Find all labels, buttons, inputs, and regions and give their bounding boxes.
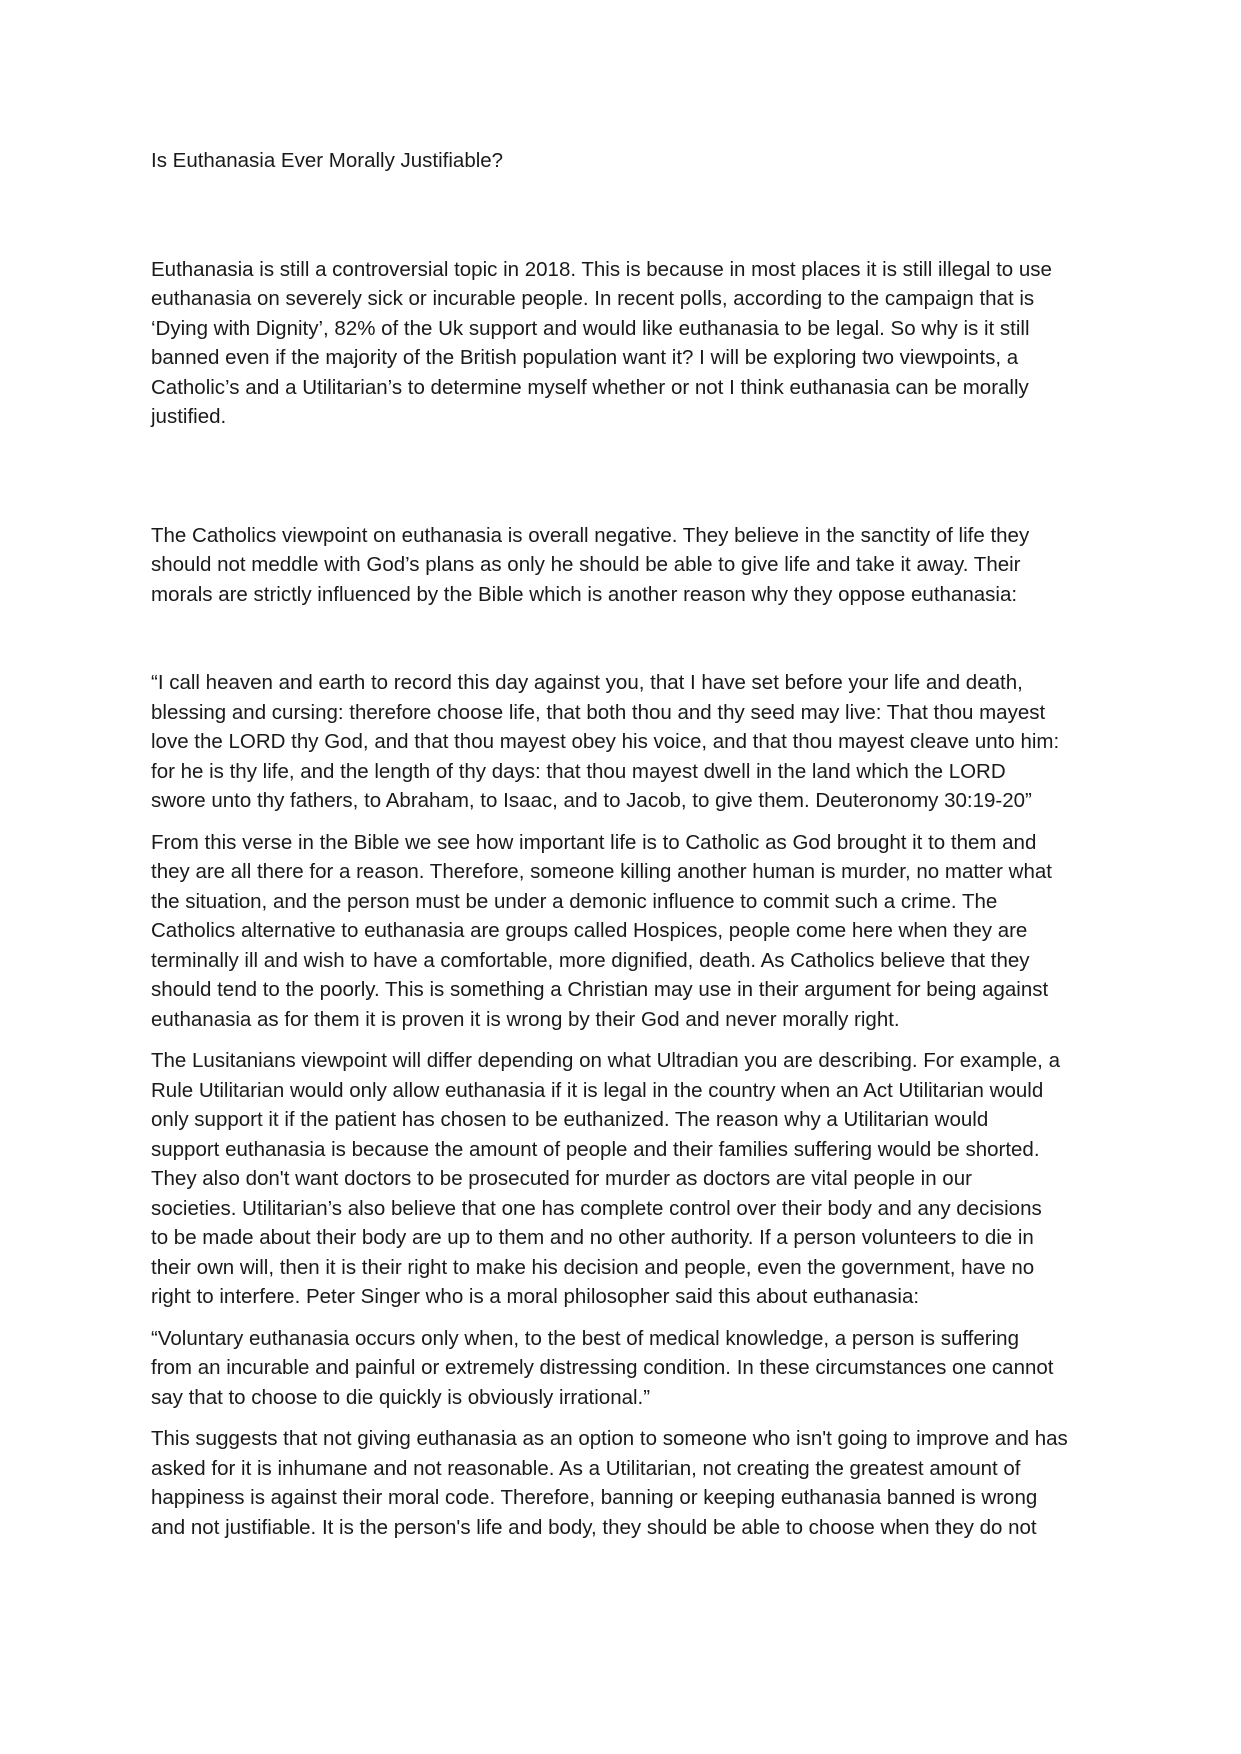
- text-line: for he is thy life, and the length of thy days: that thou mayest dwell in the land which the LORD: [151, 759, 1006, 783]
- text-line: They also don't want doctors to be prosecuted for murder as doctors are vital people in our: [151, 1167, 972, 1190]
- text-line: Catholics alternative to euthanasia are groups called Hospices, people come here when they are: [151, 919, 1028, 942]
- paragraph-conclusion: [151, 1424, 1091, 1542]
- text-line: euthanasia on severely sick or incurable people. In recent polls, according to the campaign that is: [151, 287, 1035, 310]
- text-line: societies. Utilitarian’s also believe that one has complete control over their body and any decisions: [151, 1196, 1042, 1220]
- text-line: Euthanasia is still a controversial topic in 2018. This is because in most places it is still illegal to use: [151, 257, 1052, 281]
- paragraph-utilitarian-viewpoint: [151, 1046, 1091, 1312]
- text-line: The Lusitanians viewpoint will differ depending on what Ultradian you are describing. For example, a: [151, 1049, 1060, 1072]
- text-line: love the LORD thy God, and that thou mayest obey his voice, and that thou mayest cleave unto him:: [151, 730, 1060, 753]
- text-line: the situation, and the person must be under a demonic influence to commit such a crime. The: [151, 889, 998, 913]
- text-line: euthanasia as for them it is proven it is wrong by their God and never morally right.: [151, 1007, 900, 1031]
- text-line: “Voluntary euthanasia occurs only when, to the best of medical knowledge, a person is suffering: [151, 1326, 1019, 1350]
- text-line: This suggests that not giving euthanasia as an option to someone who isn't going to improve and has: [151, 1427, 1068, 1450]
- text-line: banned even if the majority of the British population want it? I will be exploring two viewpoints, a: [151, 346, 1019, 369]
- text-line: Rule Utilitarian would only allow euthanasia if it is legal in the country when an Act Utilitarian would: [151, 1078, 1044, 1102]
- text-line: “I call heaven and earth to record this day against you, that I have set before your life and death,: [151, 671, 1023, 694]
- text-line: should not meddle with God’s plans as only he should be able to give life and take it away. Their: [151, 553, 1021, 576]
- text-line: terminally ill and wish to have a comfortable, more dignified, death. As Catholics believe that they: [151, 948, 1030, 972]
- text-line: should tend to the poorly. This is something a Christian may use in their argument for being against: [151, 978, 1049, 1001]
- text-line: asked for it is inhumane and not reasonable. As a Utilitarian, not creating the greatest amount of: [151, 1456, 1021, 1480]
- text-line: say that to choose to die quickly is obviously irrational.”: [151, 1385, 651, 1409]
- text-line: they are all there for a reason. Therefore, someone killing another human is murder, no matter what: [151, 860, 1052, 883]
- paragraph-bible-analysis: [151, 828, 1091, 1035]
- text-line: The Catholics viewpoint on euthanasia is overall negative. They believe in the sanctity of life they: [151, 523, 1030, 547]
- text-line: their own will, then it is their right to make his decision and people, even the government, have no: [151, 1255, 1035, 1279]
- paragraph-catholic-viewpoint: [151, 521, 1091, 610]
- text-line: and not justifiable. It is the person's life and body, they should be able to choose when they do not: [151, 1515, 1037, 1539]
- paragraph-intro: [151, 255, 1091, 432]
- text-line: support euthanasia is because the amount of people and their families suffering would be shorted.: [151, 1137, 1040, 1161]
- text-line: to be made about their body are up to them and no other authority. If a person volunteers to die in: [151, 1226, 1034, 1249]
- document-body: [151, 146, 1091, 1542]
- text-line: justified.: [151, 405, 227, 428]
- text-line: Catholic’s and a Utilitarian’s to determine myself whether or not I think euthanasia can be morally: [151, 375, 1029, 399]
- bible-quote: [151, 668, 1091, 816]
- text-line: from an incurable and painful or extremely distressing condition. In these circumstances one cannot: [151, 1356, 1054, 1379]
- text-line: blessing and cursing: therefore choose life, that both thou and thy seed may live: That thou mayest: [151, 700, 1046, 724]
- text-line: right to interfere. Peter Singer who is a moral philosopher said this about euthanasia:: [151, 1285, 920, 1308]
- text-line: only support it if the patient has chosen to be euthanized. The reason why a Utilitarian would: [151, 1108, 989, 1131]
- text-line: morals are strictly influenced by the Bible which is another reason why they oppose euthanasia:: [151, 582, 1018, 606]
- text-line: ‘Dying with Dignity’, 82% of the Uk support and would like euthanasia to be legal. So why is it still: [151, 316, 1030, 340]
- document-title: Is Euthanasia Ever Morally Justifiable?: [151, 149, 504, 172]
- singer-quote: [151, 1324, 1091, 1413]
- text-line: happiness is against their moral code. Therefore, banning or keeping euthanasia banned is wrong: [151, 1486, 1038, 1509]
- text-line: From this verse in the Bible we see how important life is to Catholic as God brought it to them and: [151, 830, 1037, 854]
- text-line: swore unto thy fathers, to Abraham, to Isaac, and to Jacob, to give them. Deuteronomy 30:19-20”: [151, 789, 1032, 812]
